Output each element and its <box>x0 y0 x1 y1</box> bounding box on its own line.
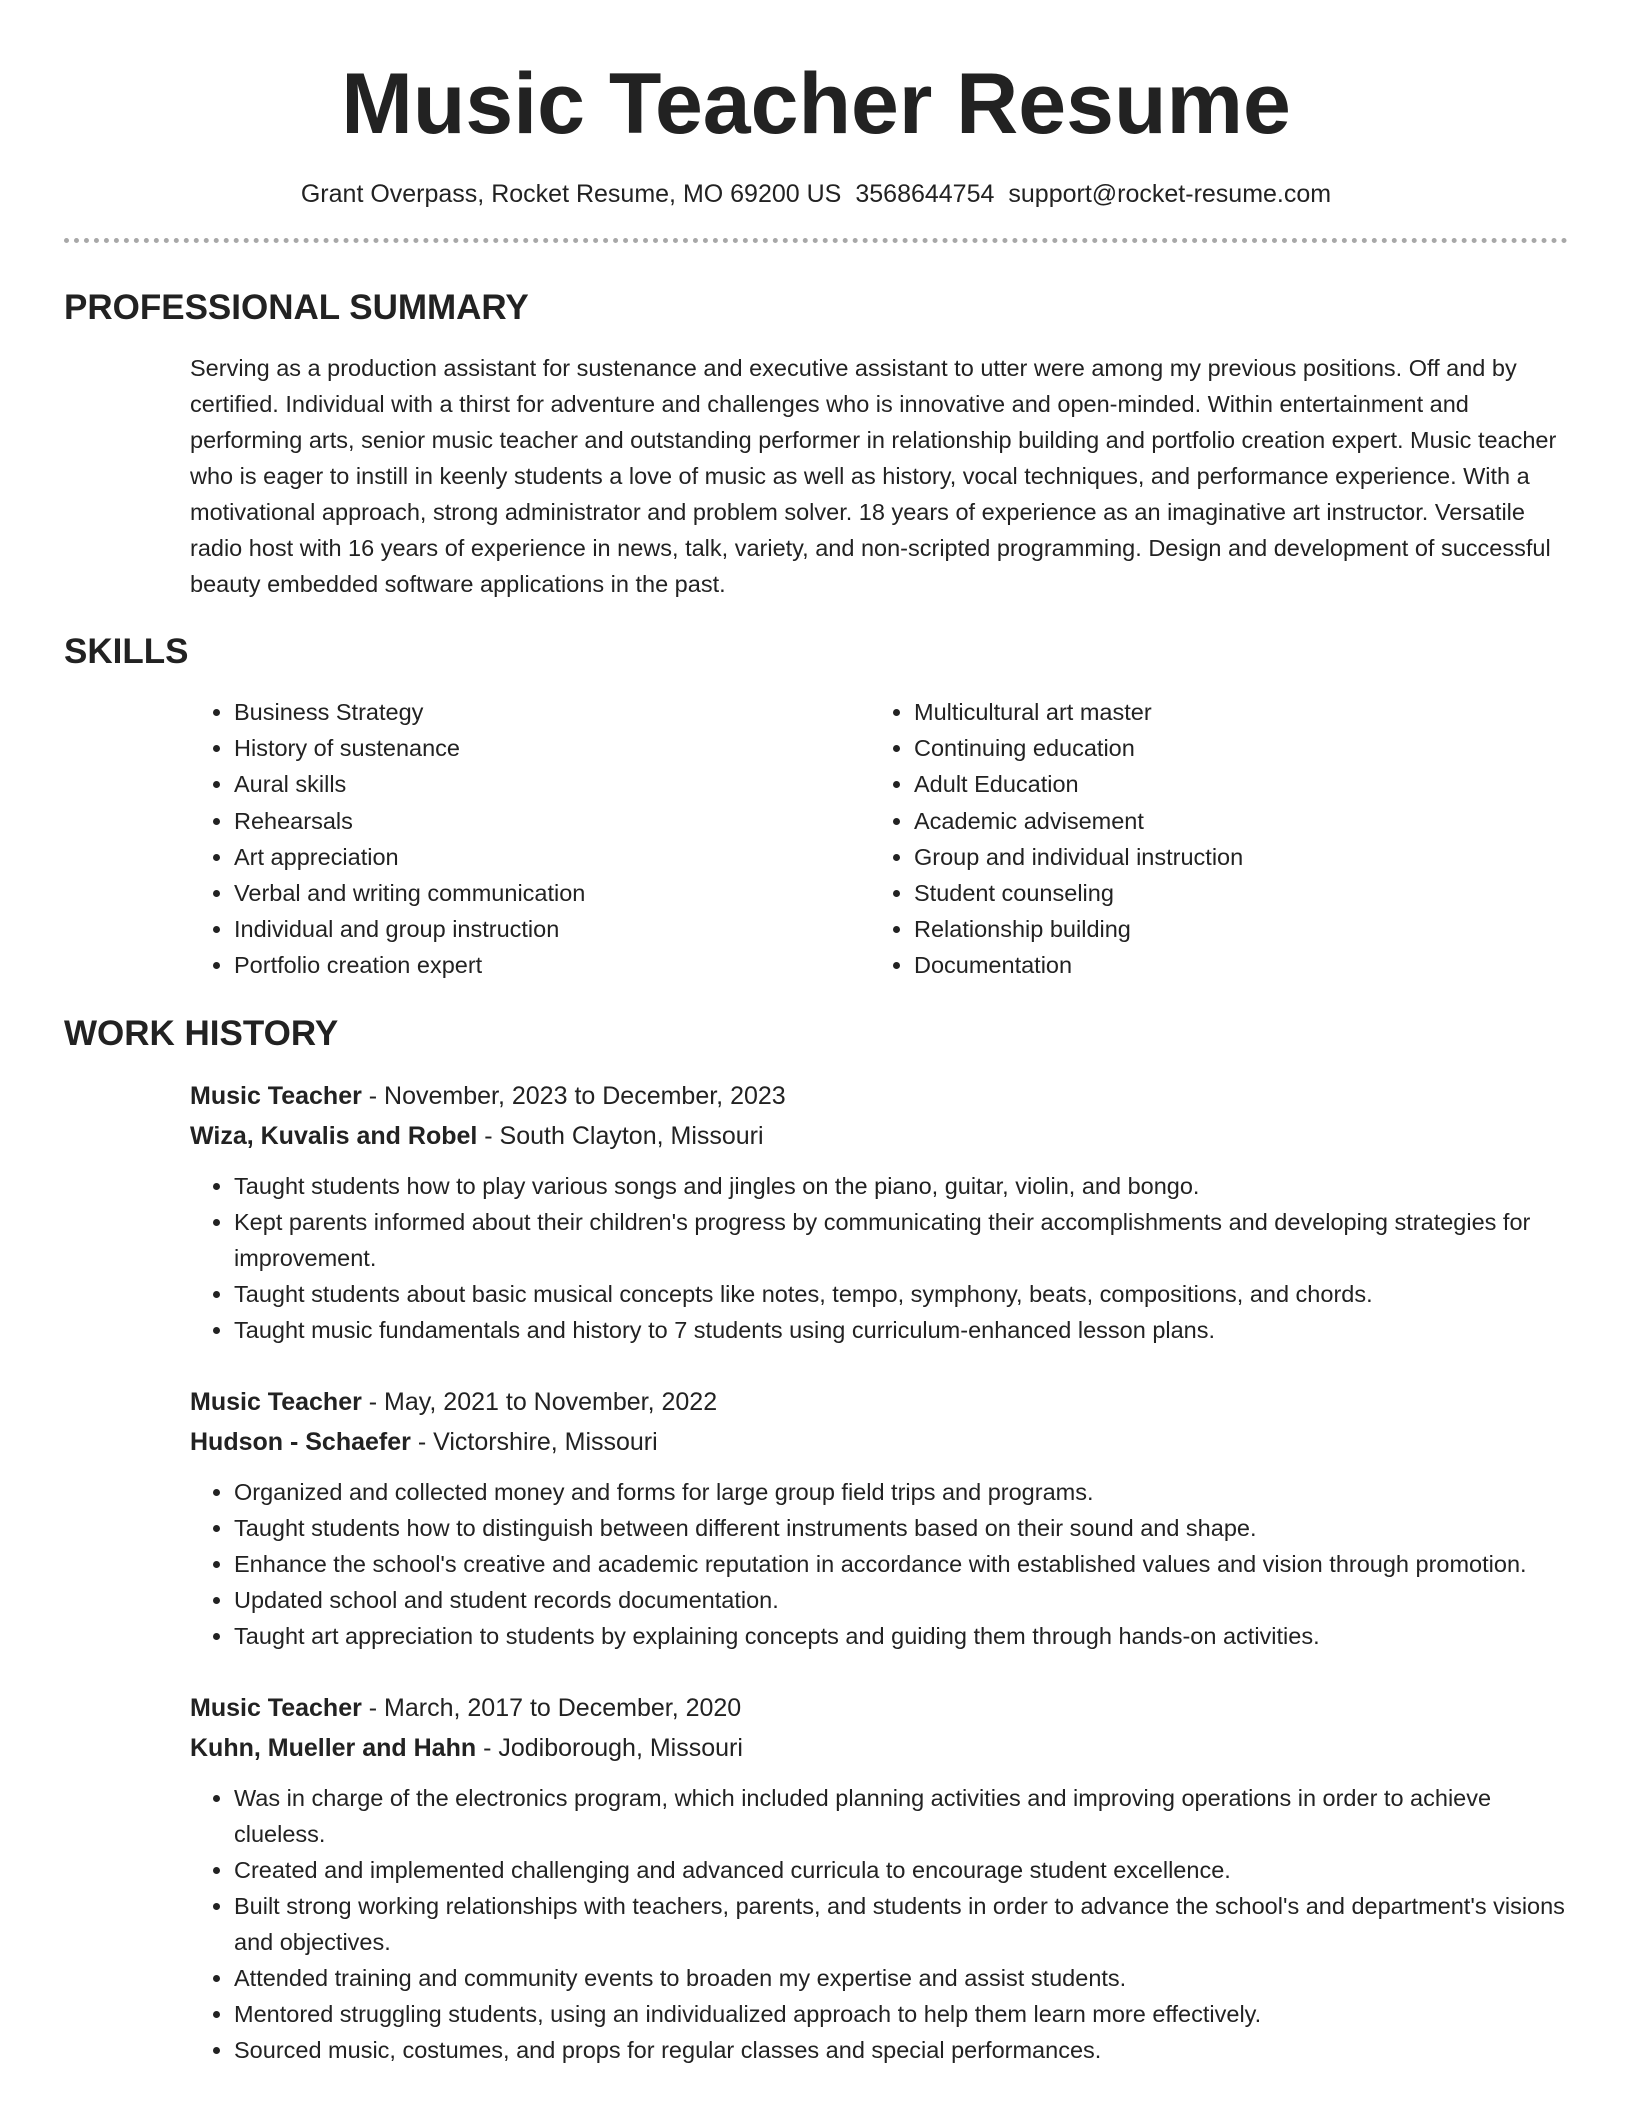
duty-item: • Kept parents informed about their children's progress by communicating their accomplishments and developing strategies for improvement. <box>234 1204 1568 1276</box>
contact-line <box>64 178 1568 210</box>
job-title-line <box>190 1382 1568 1422</box>
work-history-heading: WORK HISTORY <box>64 1013 339 1053</box>
skill-item: • Rehearsals <box>234 803 870 839</box>
company-name: Kuhn, Mueller and Hahn <box>190 1733 477 1762</box>
skills-heading: SKILLS <box>64 632 189 671</box>
skill-item: • Aural skills <box>234 766 870 802</box>
skills-list <box>190 694 1568 984</box>
job-dates: - November, 2023 to December, 2023 <box>361 1081 786 1110</box>
job-company-line <box>190 1116 1568 1156</box>
skill-item: • Verbal and writing communication <box>234 875 870 911</box>
resume-page <box>64 0 1568 2068</box>
skill-item: • Individual and group instruction <box>234 911 870 947</box>
duty-item: • Taught music fundamentals and history to 7 students using curriculum-enhanced lesson plans. <box>234 1312 1568 1348</box>
job-location: - South Clayton, Missouri <box>477 1121 764 1150</box>
job-title: Music Teacher <box>190 1387 362 1416</box>
duty-item: • Organized and collected money and forms for large group field trips and programs. <box>234 1474 1568 1510</box>
company-name: Hudson - Schaefer <box>190 1427 411 1456</box>
job-company-line <box>190 1728 1568 1768</box>
job-location: - Victorshire, Missouri <box>410 1427 658 1456</box>
skill-item: • History of sustenance <box>234 730 870 766</box>
duty-item: • Taught art appreciation to students by explaining concepts and guiding them through hands-on activities. <box>234 1618 1568 1654</box>
job-entry <box>190 1688 1568 2068</box>
job-dates: - May, 2021 to November, 2022 <box>361 1387 718 1416</box>
job-title: Music Teacher <box>190 1081 362 1110</box>
skills-column-left <box>190 694 870 984</box>
resume-title: Music Teacher Resume <box>341 56 1291 152</box>
skill-item: • Group and individual instruction <box>914 839 1550 875</box>
header-divider <box>64 238 1568 243</box>
skill-item: • Relationship building <box>914 911 1550 947</box>
duty-item: • Mentored struggling students, using an individualized approach to help them learn more effectively. <box>234 1996 1568 2032</box>
skill-item: • Academic advisement <box>914 803 1550 839</box>
summary-heading: PROFESSIONAL SUMMARY <box>64 288 529 327</box>
company-name: Wiza, Kuvalis and Robel <box>190 1121 478 1150</box>
skill-item: • Adult Education <box>914 766 1550 802</box>
summary-text: Serving as a production assistant for sustenance and executive assistant to utter were among my previous positions. Off and by certified. Individual with a thirst for adventure and challenges who is innovative and open-minded. Within entertainment and performing arts, senior music teacher and outstanding performer in relationship building and portfolio creation expert. Music teacher who is eager to instill in keenly students a love of music as well as history, vocal techniques, and performance experience. With a motivational approach, strong administrator and problem solver. 18 years of experience as an imaginative art instructor. Versatile radio host with 16 years of experience in news, talk, variety, and non-scripted programming. Design and development of successful beauty embedded software applications in the past. <box>190 355 1557 597</box>
job-entry <box>190 1382 1568 1654</box>
duty-item: • Sourced music, costumes, and props for regular classes and special performances. <box>234 2032 1568 2068</box>
duty-item: • Taught students how to distinguish between different instruments based on their sound and shape. <box>234 1510 1568 1546</box>
duty-item: • Taught students about basic musical concepts like notes, tempo, symphony, beats, compositions, and chords. <box>234 1276 1568 1312</box>
skill-item: • Business Strategy <box>234 694 870 730</box>
job-entry <box>190 1076 1568 1348</box>
job-title-line <box>190 1076 1568 1116</box>
phone-number: 3568644754 <box>855 180 995 208</box>
job-location: - Jodiborough, Missouri <box>476 1733 743 1762</box>
job-dates: - March, 2017 to December, 2020 <box>361 1693 742 1722</box>
duty-item: • Created and implemented challenging and advanced curricula to encourage student excellence. <box>234 1852 1568 1888</box>
job-company-line <box>190 1422 1568 1462</box>
job-title-line <box>190 1688 1568 1728</box>
skills-column-right <box>870 694 1550 984</box>
skill-item: • Documentation <box>914 947 1550 983</box>
duty-item: • Attended training and community events to broaden my expertise and assist students. <box>234 1960 1568 1996</box>
skill-item: • Student counseling <box>914 875 1550 911</box>
duty-item: • Built strong working relationships with teachers, parents, and students in order to advance the school's and department's visions and objectives. <box>234 1888 1568 1960</box>
duty-item: • Was in charge of the electronics program, which included planning activities and improving operations in order to achieve clueless. <box>234 1780 1568 1852</box>
duty-item: • Enhance the school's creative and academic reputation in accordance with established values and vision through promotion. <box>234 1546 1568 1582</box>
job-duties <box>190 1168 1568 1348</box>
skill-item: • Multicultural art master <box>914 694 1550 730</box>
email-address: support@rocket-resume.com <box>1008 180 1332 208</box>
skill-item: • Portfolio creation expert <box>234 947 870 983</box>
job-duties <box>190 1474 1568 1654</box>
duty-item: • Taught students how to play various songs and jingles on the piano, guitar, violin, and bongo. <box>234 1168 1568 1204</box>
skill-item: • Art appreciation <box>234 839 870 875</box>
job-title: Music Teacher <box>190 1693 362 1722</box>
address: Grant Overpass, Rocket Resume, MO 69200 US <box>300 180 842 208</box>
duty-item: • Updated school and student records documentation. <box>234 1582 1568 1618</box>
job-duties <box>190 1780 1568 2068</box>
skill-item: • Continuing education <box>914 730 1550 766</box>
